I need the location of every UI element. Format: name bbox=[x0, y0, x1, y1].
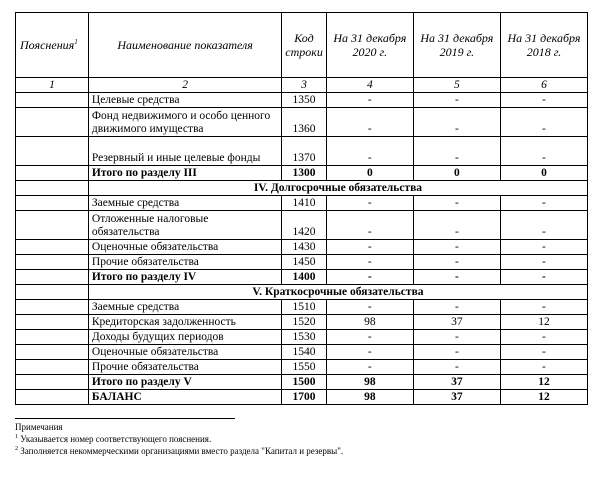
value-2018: - bbox=[500, 137, 587, 166]
table-row bbox=[16, 375, 588, 390]
table-row bbox=[16, 108, 588, 137]
value-2018: - bbox=[500, 108, 587, 137]
indicator-name: Оценочные обязательства bbox=[88, 240, 281, 255]
table-row bbox=[16, 315, 588, 330]
indicator-name: Прочие обязательства bbox=[88, 255, 281, 270]
row-code: 1300 bbox=[282, 166, 327, 181]
table-row bbox=[16, 255, 588, 270]
balance-sheet-table bbox=[15, 12, 588, 405]
row-code: 1400 bbox=[282, 270, 327, 285]
footnotes-title: Примечания bbox=[15, 422, 63, 432]
value-2019: - bbox=[413, 196, 500, 211]
notes-cell bbox=[16, 255, 89, 270]
value-2020: 98 bbox=[326, 315, 413, 330]
notes-cell bbox=[16, 345, 89, 360]
column-number: 1 bbox=[16, 78, 89, 93]
value-2020: - bbox=[326, 108, 413, 137]
table-row bbox=[16, 390, 588, 405]
indicator-name: Прочие обязательства bbox=[88, 360, 281, 375]
row-code: 1510 bbox=[282, 300, 327, 315]
indicator-name: Итого по разделу V bbox=[88, 375, 281, 390]
value-2019: - bbox=[413, 255, 500, 270]
notes-cell bbox=[16, 166, 89, 181]
column-number: 3 bbox=[282, 78, 327, 93]
notes-cell bbox=[16, 375, 89, 390]
value-2018: - bbox=[500, 93, 587, 108]
notes-cell bbox=[16, 285, 89, 300]
value-2020: - bbox=[326, 345, 413, 360]
table-row bbox=[16, 345, 588, 360]
row-code: 1430 bbox=[282, 240, 327, 255]
value-2019: - bbox=[413, 211, 500, 240]
table-row bbox=[16, 93, 588, 108]
indicator-name: Отложенные налоговые обязательства bbox=[88, 211, 281, 240]
value-2019: - bbox=[413, 300, 500, 315]
header-code: Код строки bbox=[282, 13, 327, 78]
column-number: 6 bbox=[500, 78, 587, 93]
value-2019: - bbox=[413, 240, 500, 255]
value-2019: - bbox=[413, 137, 500, 166]
notes-cell bbox=[16, 360, 89, 375]
notes-cell bbox=[16, 315, 89, 330]
value-2018: - bbox=[500, 330, 587, 345]
indicator-name: Заемные средства bbox=[88, 300, 281, 315]
indicator-name: Итого по разделу III bbox=[88, 166, 281, 181]
row-code: 1530 bbox=[282, 330, 327, 345]
indicator-name: Итого по разделу IV bbox=[88, 270, 281, 285]
value-2019: 37 bbox=[413, 315, 500, 330]
value-2019: - bbox=[413, 93, 500, 108]
section-4-header bbox=[16, 181, 588, 196]
table-row bbox=[16, 300, 588, 315]
row-code: 1360 bbox=[282, 108, 327, 137]
value-2020: - bbox=[326, 240, 413, 255]
indicator-name: Доходы будущих периодов bbox=[88, 330, 281, 345]
column-number: 4 bbox=[326, 78, 413, 93]
indicator-name: БАЛАНС bbox=[88, 390, 281, 405]
notes-cell bbox=[16, 181, 89, 196]
row-code: 1550 bbox=[282, 360, 327, 375]
header-notes-sup: 1 bbox=[74, 38, 78, 46]
value-2020: - bbox=[326, 300, 413, 315]
value-2020: - bbox=[326, 360, 413, 375]
value-2018: - bbox=[500, 345, 587, 360]
value-2018: 0 bbox=[500, 166, 587, 181]
table-row bbox=[16, 240, 588, 255]
header-2019: На 31 декабря 2019 г. bbox=[413, 13, 500, 78]
indicator-name: Заемные средства bbox=[88, 196, 281, 211]
table-row bbox=[16, 196, 588, 211]
row-code: 1410 bbox=[282, 196, 327, 211]
table-row bbox=[16, 166, 588, 181]
column-number: 2 bbox=[88, 78, 281, 93]
column-numbers-row bbox=[16, 78, 588, 93]
value-2018: - bbox=[500, 196, 587, 211]
notes-cell bbox=[16, 240, 89, 255]
notes-cell bbox=[16, 137, 89, 166]
value-2019: - bbox=[413, 270, 500, 285]
row-code: 1700 bbox=[282, 390, 327, 405]
footnotes bbox=[15, 418, 575, 457]
indicator-name: Оценочные обязательства bbox=[88, 345, 281, 360]
value-2018: - bbox=[500, 211, 587, 240]
section-title: IV. Долгосрочные обязательства bbox=[88, 181, 587, 196]
footnote-rule bbox=[15, 418, 235, 419]
value-2020: - bbox=[326, 330, 413, 345]
value-2019: - bbox=[413, 345, 500, 360]
value-2020: - bbox=[326, 196, 413, 211]
indicator-name: Резервный и иные целевые фонды bbox=[88, 137, 281, 166]
notes-cell bbox=[16, 108, 89, 137]
notes-cell bbox=[16, 196, 89, 211]
value-2019: - bbox=[413, 360, 500, 375]
value-2020: 98 bbox=[326, 390, 413, 405]
value-2018: - bbox=[500, 255, 587, 270]
header-notes: Пояснения$^1$ bbox=[16, 13, 89, 78]
header-2020: На 31 декабря 2020 г. bbox=[326, 13, 413, 78]
value-2019: 37 bbox=[413, 375, 500, 390]
section-title: V. Краткосрочные обязательства bbox=[88, 285, 587, 300]
value-2020: - bbox=[326, 93, 413, 108]
header-name: Наименование показателя bbox=[88, 13, 281, 78]
row-code: 1450 bbox=[282, 255, 327, 270]
notes-cell bbox=[16, 211, 89, 240]
value-2018: - bbox=[500, 270, 587, 285]
value-2020: - bbox=[326, 270, 413, 285]
value-2019: - bbox=[413, 330, 500, 345]
value-2020: - bbox=[326, 211, 413, 240]
footnote-1: $^1$ Указывается номер соответствующего пояснения. bbox=[15, 434, 212, 444]
value-2018: 12 bbox=[500, 390, 587, 405]
row-code: 1540 bbox=[282, 345, 327, 360]
row-code: 1420 bbox=[282, 211, 327, 240]
header-row bbox=[16, 13, 588, 78]
header-2018: На 31 декабря 2018 г. bbox=[500, 13, 587, 78]
notes-cell bbox=[16, 270, 89, 285]
row-code: 1350 bbox=[282, 93, 327, 108]
value-2019: - bbox=[413, 108, 500, 137]
footnote-2: $^2$ Заполняется некоммерческими организациями вместо раздела "Капитал и резервы". bbox=[15, 446, 344, 456]
value-2020: - bbox=[326, 137, 413, 166]
value-2018: - bbox=[500, 360, 587, 375]
notes-cell bbox=[16, 330, 89, 345]
value-2019: 37 bbox=[413, 390, 500, 405]
notes-cell bbox=[16, 93, 89, 108]
column-number: 5 bbox=[413, 78, 500, 93]
indicator-name: Кредиторская задолженность bbox=[88, 315, 281, 330]
table-row bbox=[16, 270, 588, 285]
notes-cell bbox=[16, 390, 89, 405]
table-row bbox=[16, 330, 588, 345]
row-code: 1370 bbox=[282, 137, 327, 166]
notes-cell bbox=[16, 300, 89, 315]
table-row bbox=[16, 360, 588, 375]
row-code: 1520 bbox=[282, 315, 327, 330]
row-code: 1500 bbox=[282, 375, 327, 390]
value-2020: - bbox=[326, 255, 413, 270]
value-2018: 12 bbox=[500, 375, 587, 390]
indicator-name: Целевые средства bbox=[88, 93, 281, 108]
value-2019: 0 bbox=[413, 166, 500, 181]
value-2020: 98 bbox=[326, 375, 413, 390]
section-5-header bbox=[16, 285, 588, 300]
value-2020: 0 bbox=[326, 166, 413, 181]
table-row bbox=[16, 137, 588, 166]
table-row bbox=[16, 211, 588, 240]
value-2018: 12 bbox=[500, 315, 587, 330]
value-2018: - bbox=[500, 240, 587, 255]
value-2018: - bbox=[500, 300, 587, 315]
indicator-name: Фонд недвижимого и особо ценного движимого имущества bbox=[88, 108, 281, 137]
